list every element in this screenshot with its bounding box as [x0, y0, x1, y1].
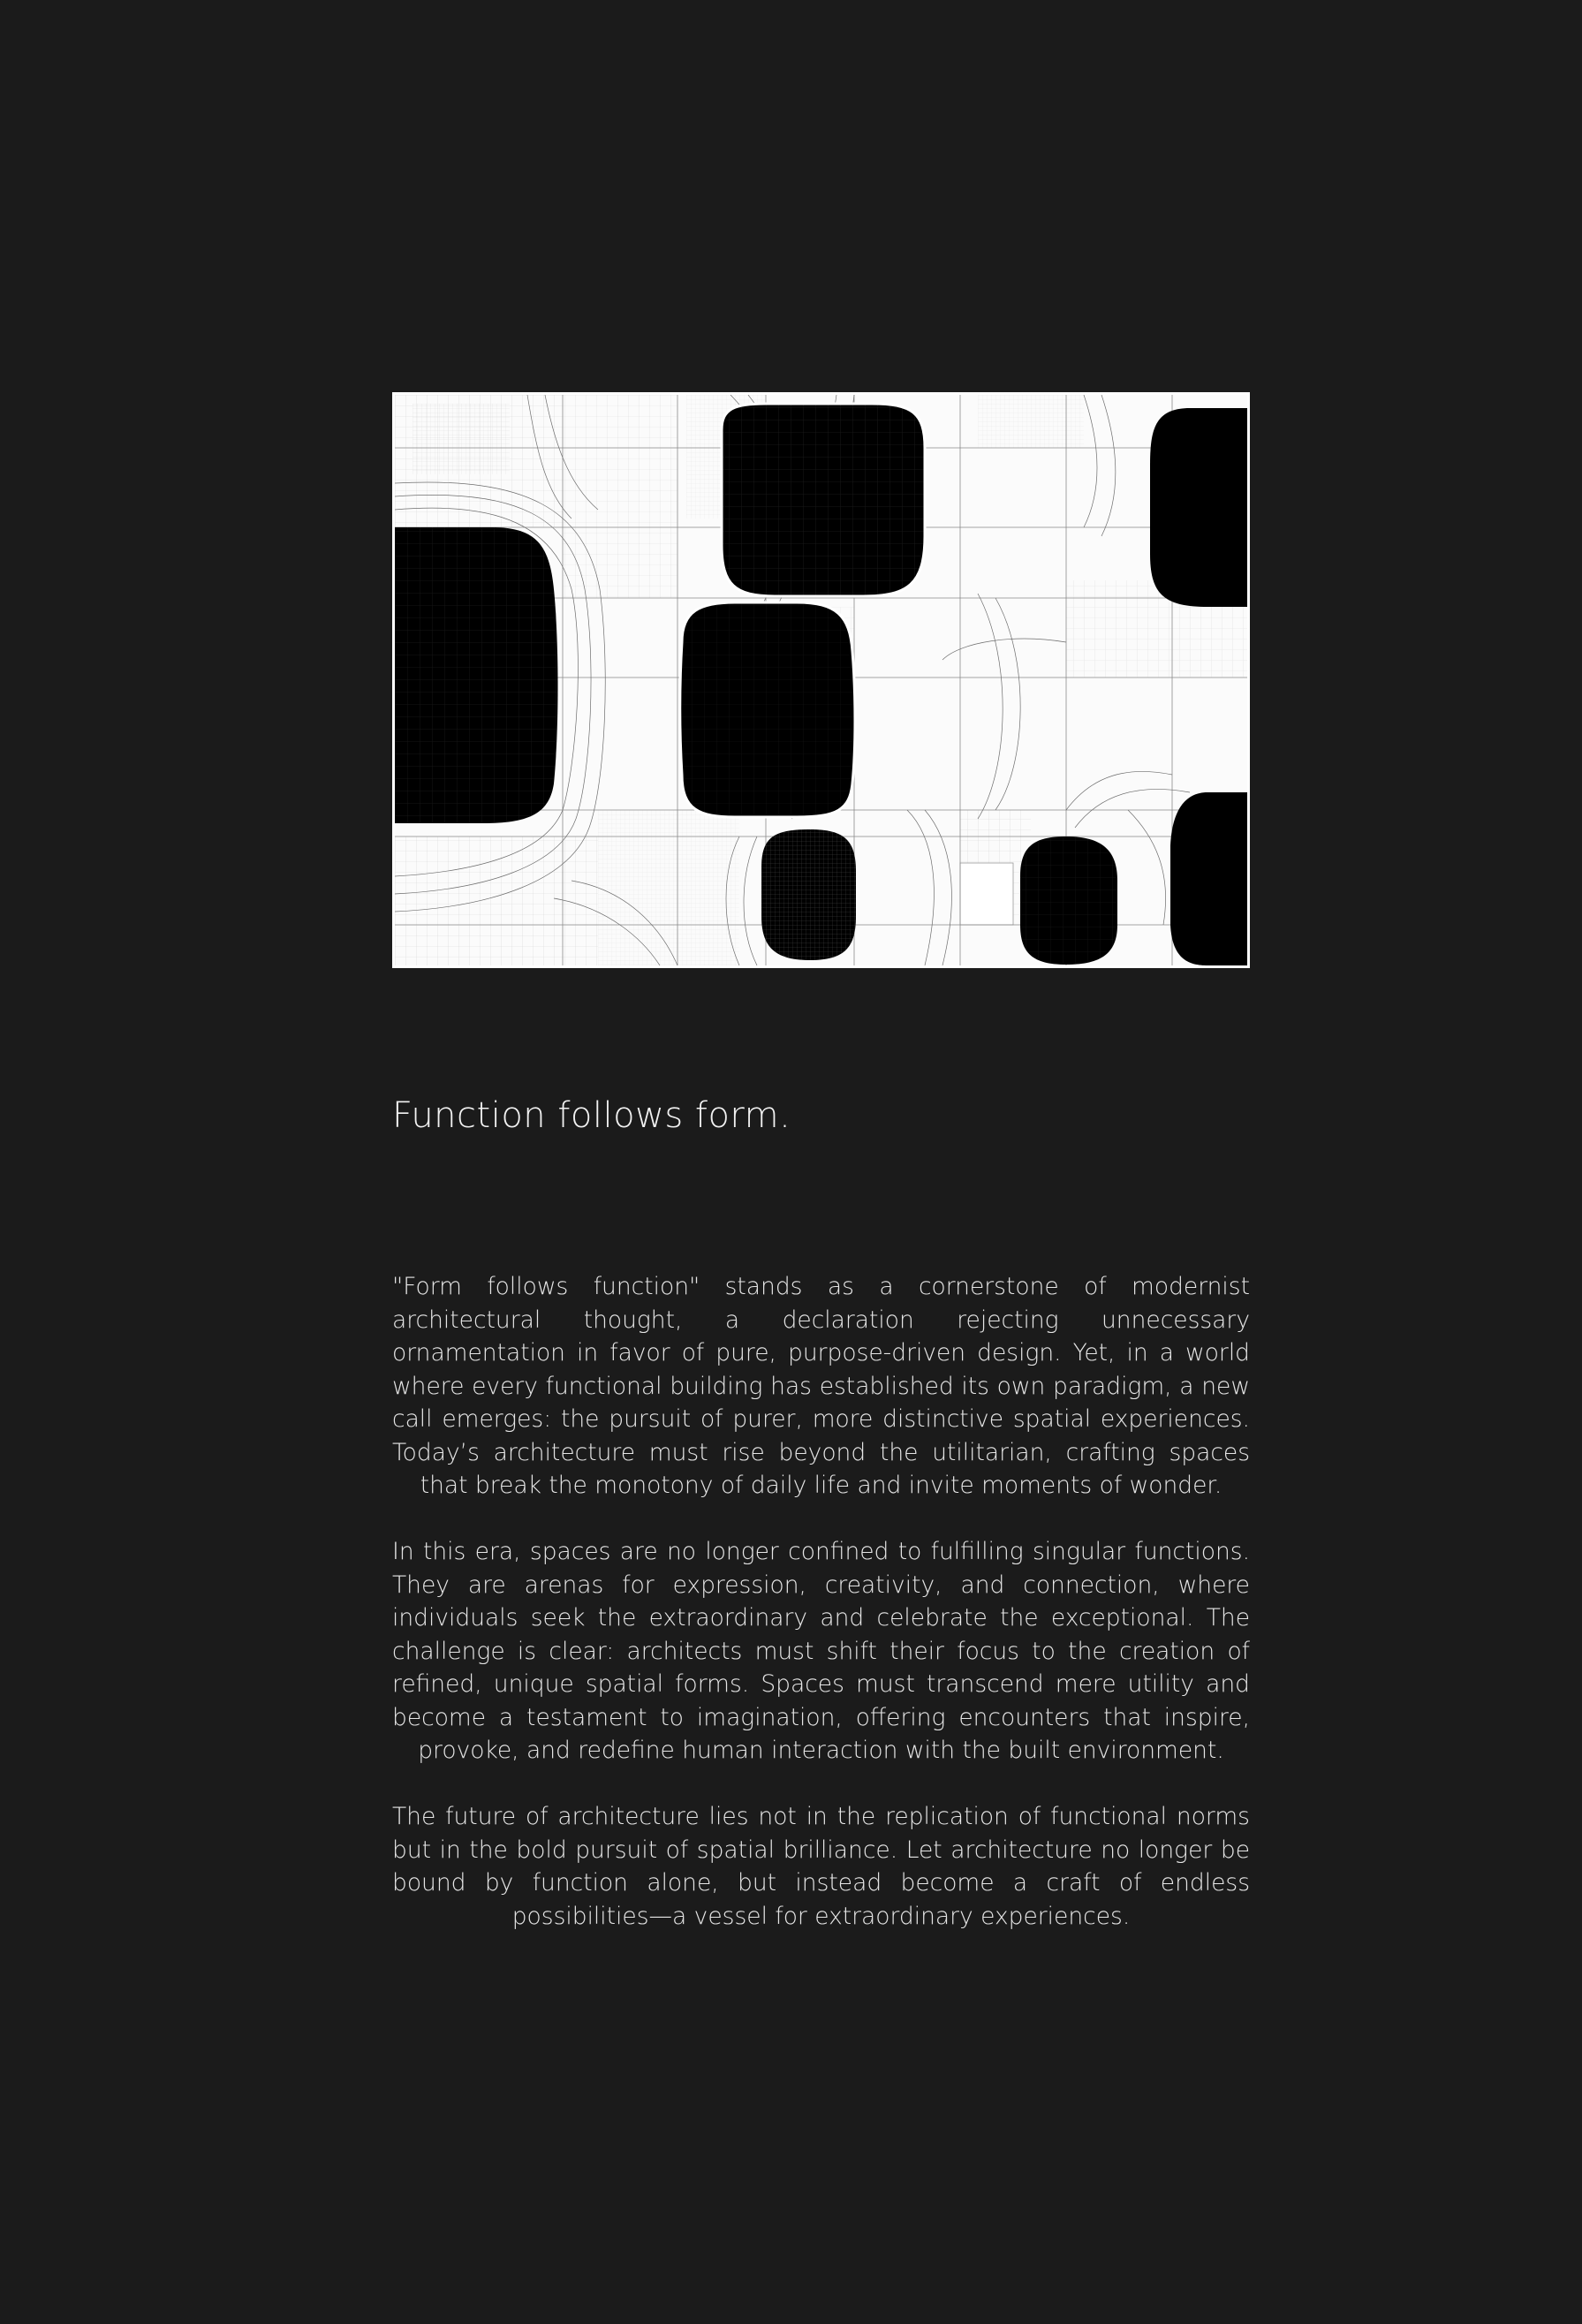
page-title: Function follows form.	[392, 1095, 791, 1136]
paragraph-3: The future of architecture lies not in the replication of functional norms but in the bold pursuit of spatial brilliance. Let architecture no longer be bound by function alone, but instead become a craft of endless possibilities—a vessel for extraordinary experiences.	[392, 1803, 1250, 1930]
architectural-wireframe-illustration	[392, 392, 1250, 968]
wireframe-drawing	[395, 395, 1247, 965]
paragraph-1: "Form follows function" stands as a cornerstone of modernist architectural thought, a declaration rejecting unnecessary ornamentation in favor of pure, purpose-driven design. Yet, in a world where every functional building has established its own paradigm, a new call emerges: the pursuit of purer, more distinctive spatial experiences. Today’s architecture must rise beyond the utilitarian, crafting spaces that break the monotony of daily life and invite moments of wonder.	[392, 1273, 1250, 1499]
body-text	[392, 1270, 1250, 1966]
paragraph-2: In this era, spaces are no longer confined to fulfilling singular functions. They are arenas for expression, creativity, and connection, where individuals seek the extraordinary and celebrate the exceptional. The challenge is clear: architects must shift their focus to the creation of refined, unique spatial forms. Spaces must transcend mere utility and become a testament to imagination, offering encounters that inspire, provoke, and redefine human interaction with the built environment.	[392, 1538, 1250, 1764]
